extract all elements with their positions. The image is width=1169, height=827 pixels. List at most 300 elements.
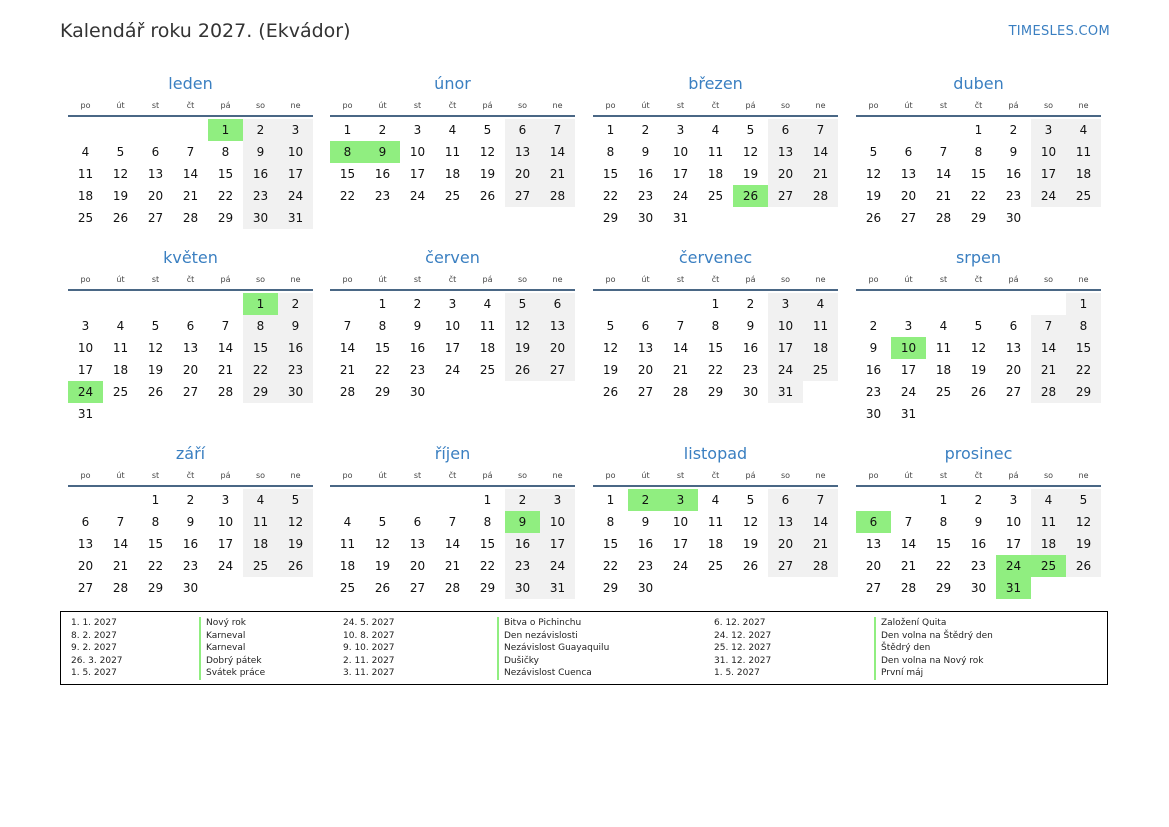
day-cell[interactable]: 6 <box>151 145 160 159</box>
day-cell[interactable]: 12 <box>112 167 129 181</box>
day-cell[interactable]: 11 <box>1066 141 1101 163</box>
day-cell[interactable]: 5 <box>606 319 615 333</box>
day-cell[interactable]: 8 <box>483 515 492 529</box>
day-cell[interactable]: 31 <box>278 207 313 229</box>
day-cell[interactable]: 16 <box>742 341 759 355</box>
day-cell[interactable]: 13 <box>865 537 882 551</box>
day-cell[interactable]: 12 <box>1066 511 1101 533</box>
day-cell[interactable]: 5 <box>378 515 387 529</box>
day-cell[interactable]: 30 <box>182 581 199 595</box>
day-cell[interactable]: 8 <box>939 515 948 529</box>
day-cell[interactable]: 4 <box>1031 489 1066 511</box>
day-cell[interactable]: 25 <box>935 385 952 399</box>
day-cell[interactable]: 7 <box>803 489 838 511</box>
day-cell[interactable]: 6 <box>641 319 650 333</box>
day-cell[interactable]: 1 <box>151 493 160 507</box>
day-cell[interactable]: 15 <box>935 537 952 551</box>
day-cell[interactable]: 21 <box>339 363 356 377</box>
day-cell[interactable]: 14 <box>112 537 129 551</box>
day-cell[interactable]: 26 <box>112 211 129 225</box>
day-cell[interactable]: 27 <box>182 385 199 399</box>
day-cell[interactable]: 28 <box>540 185 575 207</box>
day-cell[interactable]: 20 <box>147 189 164 203</box>
day-cell[interactable]: 17 <box>540 533 575 555</box>
day-cell[interactable]: 16 <box>505 533 540 555</box>
day-cell[interactable]: 30 <box>865 407 882 421</box>
day-cell[interactable]: 28 <box>182 211 199 225</box>
day-cell[interactable]: 7 <box>1031 315 1066 337</box>
day-cell[interactable]: 13 <box>540 315 575 337</box>
day-cell[interactable]: 29 <box>243 381 278 403</box>
day-cell[interactable]: 30 <box>505 577 540 599</box>
day-cell[interactable]: 20 <box>768 533 803 555</box>
day-cell[interactable]: 7 <box>904 515 913 529</box>
day-cell[interactable]: 22 <box>602 189 619 203</box>
day-cell[interactable]: 14 <box>935 167 952 181</box>
day-cell[interactable]: 11 <box>1031 511 1066 533</box>
day-cell[interactable]: 17 <box>77 363 94 377</box>
day-cell[interactable]: 1 <box>378 297 387 311</box>
day-cell[interactable]: 15 <box>479 537 496 551</box>
day-cell[interactable]: 8 <box>711 319 720 333</box>
day-cell[interactable]: 21 <box>803 163 838 185</box>
day-cell[interactable]: 8 <box>1066 315 1101 337</box>
day-cell[interactable]: 10 <box>768 315 803 337</box>
day-cell[interactable]: 17 <box>278 163 313 185</box>
day-cell[interactable]: 13 <box>409 537 426 551</box>
day-cell[interactable]: 10 <box>672 515 689 529</box>
day-cell[interactable]: 19 <box>742 537 759 551</box>
day-cell[interactable]: 27 <box>409 581 426 595</box>
day-cell[interactable]: 12 <box>602 341 619 355</box>
day-cell[interactable]: 1 <box>974 123 983 137</box>
day-cell[interactable]: 13 <box>768 141 803 163</box>
day-cell[interactable]: 24 <box>900 385 917 399</box>
day-cell[interactable]: 21 <box>803 533 838 555</box>
day-cell[interactable]: 16 <box>637 537 654 551</box>
holiday-day-cell[interactable]: 1 <box>208 119 243 141</box>
day-cell[interactable]: 16 <box>409 341 426 355</box>
day-cell[interactable]: 26 <box>970 385 987 399</box>
day-cell[interactable]: 25 <box>243 555 278 577</box>
day-cell[interactable]: 23 <box>278 359 313 381</box>
day-cell[interactable]: 12 <box>970 341 987 355</box>
day-cell[interactable]: 15 <box>147 537 164 551</box>
day-cell[interactable]: 5 <box>278 489 313 511</box>
day-cell[interactable]: 27 <box>147 211 164 225</box>
day-cell[interactable]: 3 <box>81 319 90 333</box>
day-cell[interactable]: 29 <box>374 385 391 399</box>
day-cell[interactable]: 16 <box>865 363 882 377</box>
day-cell[interactable]: 9 <box>1009 145 1018 159</box>
day-cell[interactable]: 28 <box>339 385 356 399</box>
day-cell[interactable]: 29 <box>602 211 619 225</box>
holiday-day-cell[interactable]: 25 <box>1031 555 1066 577</box>
day-cell[interactable]: 2 <box>413 297 422 311</box>
day-cell[interactable]: 30 <box>637 581 654 595</box>
day-cell[interactable]: 26 <box>147 385 164 399</box>
day-cell[interactable]: 30 <box>637 211 654 225</box>
day-cell[interactable]: 25 <box>339 581 356 595</box>
day-cell[interactable]: 9 <box>869 341 878 355</box>
day-cell[interactable]: 8 <box>378 319 387 333</box>
day-cell[interactable]: 24 <box>768 359 803 381</box>
day-cell[interactable]: 18 <box>444 167 461 181</box>
day-cell[interactable]: 18 <box>112 363 129 377</box>
day-cell[interactable]: 19 <box>374 559 391 573</box>
day-cell[interactable]: 14 <box>803 141 838 163</box>
day-cell[interactable]: 5 <box>746 493 755 507</box>
day-cell[interactable]: 5 <box>746 123 755 137</box>
holiday-day-cell[interactable]: 3 <box>663 489 698 511</box>
day-cell[interactable]: 21 <box>182 189 199 203</box>
holiday-day-cell[interactable]: 6 <box>856 511 891 533</box>
day-cell[interactable]: 16 <box>243 163 278 185</box>
day-cell[interactable]: 2 <box>869 319 878 333</box>
day-cell[interactable]: 21 <box>444 559 461 573</box>
day-cell[interactable]: 8 <box>151 515 160 529</box>
day-cell[interactable]: 20 <box>637 363 654 377</box>
day-cell[interactable]: 31 <box>77 407 94 421</box>
day-cell[interactable]: 26 <box>278 555 313 577</box>
day-cell[interactable]: 25 <box>112 385 129 399</box>
day-cell[interactable]: 29 <box>602 581 619 595</box>
day-cell[interactable]: 23 <box>970 559 987 573</box>
day-cell[interactable]: 23 <box>637 189 654 203</box>
holiday-day-cell[interactable]: 2 <box>628 489 663 511</box>
day-cell[interactable]: 7 <box>221 319 230 333</box>
day-cell[interactable]: 11 <box>77 167 94 181</box>
day-cell[interactable]: 25 <box>77 211 94 225</box>
day-cell[interactable]: 28 <box>803 555 838 577</box>
day-cell[interactable]: 15 <box>339 167 356 181</box>
day-cell[interactable]: 11 <box>339 537 356 551</box>
day-cell[interactable]: 7 <box>540 119 575 141</box>
day-cell[interactable]: 30 <box>970 581 987 595</box>
day-cell[interactable]: 3 <box>904 319 913 333</box>
day-cell[interactable]: 4 <box>116 319 125 333</box>
day-cell[interactable]: 19 <box>970 363 987 377</box>
day-cell[interactable]: 28 <box>1031 381 1066 403</box>
day-cell[interactable]: 10 <box>409 145 426 159</box>
day-cell[interactable]: 21 <box>112 559 129 573</box>
day-cell[interactable]: 22 <box>479 559 496 573</box>
holiday-day-cell[interactable]: 9 <box>505 511 540 533</box>
day-cell[interactable]: 11 <box>112 341 129 355</box>
day-cell[interactable]: 23 <box>1005 189 1022 203</box>
day-cell[interactable]: 27 <box>865 581 882 595</box>
day-cell[interactable]: 17 <box>768 337 803 359</box>
day-cell[interactable]: 16 <box>1005 167 1022 181</box>
day-cell[interactable]: 29 <box>1066 381 1101 403</box>
day-cell[interactable]: 23 <box>409 363 426 377</box>
day-cell[interactable]: 12 <box>374 537 391 551</box>
day-cell[interactable]: 28 <box>444 581 461 595</box>
day-cell[interactable]: 28 <box>672 385 689 399</box>
day-cell[interactable]: 13 <box>147 167 164 181</box>
day-cell[interactable]: 14 <box>217 341 234 355</box>
day-cell[interactable]: 19 <box>278 533 313 555</box>
day-cell[interactable]: 10 <box>77 341 94 355</box>
day-cell[interactable]: 11 <box>243 511 278 533</box>
day-cell[interactable]: 17 <box>444 341 461 355</box>
day-cell[interactable]: 11 <box>707 145 724 159</box>
day-cell[interactable]: 1 <box>606 123 615 137</box>
holiday-day-cell[interactable]: 10 <box>891 337 926 359</box>
day-cell[interactable]: 21 <box>935 189 952 203</box>
day-cell[interactable]: 27 <box>540 359 575 381</box>
day-cell[interactable]: 18 <box>707 167 724 181</box>
holiday-day-cell[interactable]: 1 <box>243 293 278 315</box>
day-cell[interactable]: 4 <box>81 145 90 159</box>
day-cell[interactable]: 5 <box>505 293 540 315</box>
day-cell[interactable]: 14 <box>672 341 689 355</box>
day-cell[interactable]: 23 <box>374 189 391 203</box>
day-cell[interactable]: 28 <box>900 581 917 595</box>
day-cell[interactable]: 7 <box>343 319 352 333</box>
day-cell[interactable]: 3 <box>540 489 575 511</box>
day-cell[interactable]: 28 <box>112 581 129 595</box>
day-cell[interactable]: 31 <box>768 381 803 403</box>
holiday-day-cell[interactable]: 26 <box>733 185 768 207</box>
day-cell[interactable]: 13 <box>1005 341 1022 355</box>
day-cell[interactable]: 31 <box>540 577 575 599</box>
day-cell[interactable]: 3 <box>278 119 313 141</box>
day-cell[interactable]: 18 <box>707 537 724 551</box>
day-cell[interactable]: 10 <box>1005 515 1022 529</box>
day-cell[interactable]: 4 <box>343 515 352 529</box>
day-cell[interactable]: 25 <box>803 359 838 381</box>
day-cell[interactable]: 1 <box>711 297 720 311</box>
day-cell[interactable]: 14 <box>803 511 838 533</box>
day-cell[interactable]: 17 <box>1005 537 1022 551</box>
day-cell[interactable]: 14 <box>444 537 461 551</box>
day-cell[interactable]: 29 <box>970 211 987 225</box>
day-cell[interactable]: 29 <box>935 581 952 595</box>
day-cell[interactable]: 17 <box>900 363 917 377</box>
day-cell[interactable]: 5 <box>1066 489 1101 511</box>
day-cell[interactable]: 1 <box>606 493 615 507</box>
day-cell[interactable]: 15 <box>707 341 724 355</box>
holiday-day-cell[interactable]: 8 <box>330 141 365 163</box>
day-cell[interactable]: 18 <box>1031 533 1066 555</box>
day-cell[interactable]: 20 <box>540 337 575 359</box>
day-cell[interactable]: 25 <box>479 363 496 377</box>
day-cell[interactable]: 22 <box>970 189 987 203</box>
day-cell[interactable]: 15 <box>970 167 987 181</box>
day-cell[interactable]: 7 <box>939 145 948 159</box>
day-cell[interactable]: 23 <box>742 363 759 377</box>
day-cell[interactable]: 16 <box>374 167 391 181</box>
day-cell[interactable]: 1 <box>939 493 948 507</box>
day-cell[interactable]: 6 <box>768 489 803 511</box>
day-cell[interactable]: 23 <box>243 185 278 207</box>
day-cell[interactable]: 6 <box>413 515 422 529</box>
day-cell[interactable]: 22 <box>602 559 619 573</box>
day-cell[interactable]: 5 <box>974 319 983 333</box>
day-cell[interactable]: 27 <box>768 185 803 207</box>
day-cell[interactable]: 22 <box>374 363 391 377</box>
day-cell[interactable]: 11 <box>935 341 952 355</box>
day-cell[interactable]: 27 <box>768 555 803 577</box>
day-cell[interactable]: 14 <box>900 537 917 551</box>
day-cell[interactable]: 3 <box>1031 119 1066 141</box>
day-cell[interactable]: 30 <box>742 385 759 399</box>
day-cell[interactable]: 27 <box>1005 385 1022 399</box>
day-cell[interactable]: 27 <box>505 185 540 207</box>
day-cell[interactable]: 19 <box>602 363 619 377</box>
day-cell[interactable]: 29 <box>479 581 496 595</box>
day-cell[interactable]: 15 <box>243 337 278 359</box>
day-cell[interactable]: 1 <box>343 123 352 137</box>
day-cell[interactable]: 19 <box>865 189 882 203</box>
day-cell[interactable]: 22 <box>217 189 234 203</box>
day-cell[interactable]: 24 <box>444 363 461 377</box>
day-cell[interactable]: 4 <box>1066 119 1101 141</box>
brand-link[interactable]: TIMESLES.COM <box>1008 24 1110 39</box>
day-cell[interactable]: 22 <box>147 559 164 573</box>
day-cell[interactable]: 27 <box>900 211 917 225</box>
day-cell[interactable]: 16 <box>182 537 199 551</box>
day-cell[interactable]: 25 <box>707 189 724 203</box>
day-cell[interactable]: 23 <box>637 559 654 573</box>
day-cell[interactable]: 9 <box>746 319 755 333</box>
day-cell[interactable]: 5 <box>151 319 160 333</box>
day-cell[interactable]: 28 <box>217 385 234 399</box>
day-cell[interactable]: 28 <box>935 211 952 225</box>
day-cell[interactable]: 19 <box>479 167 496 181</box>
day-cell[interactable]: 20 <box>865 559 882 573</box>
day-cell[interactable]: 24 <box>278 185 313 207</box>
day-cell[interactable]: 2 <box>278 293 313 315</box>
day-cell[interactable]: 20 <box>409 559 426 573</box>
day-cell[interactable]: 25 <box>444 189 461 203</box>
day-cell[interactable]: 20 <box>182 363 199 377</box>
day-cell[interactable]: 25 <box>707 559 724 573</box>
day-cell[interactable]: 24 <box>672 559 689 573</box>
day-cell[interactable]: 3 <box>1009 493 1018 507</box>
day-cell[interactable]: 16 <box>278 337 313 359</box>
day-cell[interactable]: 2 <box>746 297 755 311</box>
day-cell[interactable]: 8 <box>221 145 230 159</box>
day-cell[interactable]: 23 <box>505 555 540 577</box>
day-cell[interactable]: 4 <box>711 493 720 507</box>
day-cell[interactable]: 15 <box>1066 337 1101 359</box>
day-cell[interactable]: 26 <box>742 559 759 573</box>
day-cell[interactable]: 3 <box>676 123 685 137</box>
day-cell[interactable]: 20 <box>505 163 540 185</box>
holiday-day-cell[interactable]: 24 <box>996 555 1031 577</box>
day-cell[interactable]: 6 <box>186 319 195 333</box>
day-cell[interactable]: 15 <box>374 341 391 355</box>
day-cell[interactable]: 29 <box>707 385 724 399</box>
day-cell[interactable]: 17 <box>672 537 689 551</box>
day-cell[interactable]: 11 <box>479 319 496 333</box>
day-cell[interactable]: 31 <box>900 407 917 421</box>
day-cell[interactable]: 15 <box>602 537 619 551</box>
day-cell[interactable]: 5 <box>116 145 125 159</box>
day-cell[interactable]: 2 <box>641 123 650 137</box>
day-cell[interactable]: 13 <box>505 141 540 163</box>
day-cell[interactable]: 3 <box>413 123 422 137</box>
day-cell[interactable]: 10 <box>672 145 689 159</box>
day-cell[interactable]: 26 <box>374 581 391 595</box>
holiday-day-cell[interactable]: 9 <box>365 141 400 163</box>
day-cell[interactable]: 24 <box>409 189 426 203</box>
day-cell[interactable]: 9 <box>243 141 278 163</box>
day-cell[interactable]: 26 <box>1066 555 1101 577</box>
day-cell[interactable]: 29 <box>217 211 234 225</box>
day-cell[interactable]: 26 <box>479 189 496 203</box>
day-cell[interactable]: 21 <box>900 559 917 573</box>
day-cell[interactable]: 20 <box>1005 363 1022 377</box>
day-cell[interactable]: 26 <box>602 385 619 399</box>
day-cell[interactable]: 21 <box>217 363 234 377</box>
day-cell[interactable]: 3 <box>768 293 803 315</box>
day-cell[interactable]: 10 <box>278 141 313 163</box>
day-cell[interactable]: 16 <box>637 167 654 181</box>
day-cell[interactable]: 12 <box>742 145 759 159</box>
day-cell[interactable]: 31 <box>672 211 689 225</box>
day-cell[interactable]: 7 <box>116 515 125 529</box>
day-cell[interactable]: 12 <box>479 145 496 159</box>
day-cell[interactable]: 9 <box>641 145 650 159</box>
day-cell[interactable]: 29 <box>147 581 164 595</box>
day-cell[interactable]: 22 <box>1066 359 1101 381</box>
day-cell[interactable]: 23 <box>182 559 199 573</box>
day-cell[interactable]: 2 <box>505 489 540 511</box>
day-cell[interactable]: 18 <box>935 363 952 377</box>
day-cell[interactable]: 8 <box>606 515 615 529</box>
day-cell[interactable]: 9 <box>413 319 422 333</box>
day-cell[interactable]: 8 <box>974 145 983 159</box>
day-cell[interactable]: 4 <box>243 489 278 511</box>
day-cell[interactable]: 14 <box>540 141 575 163</box>
day-cell[interactable]: 18 <box>1066 163 1101 185</box>
day-cell[interactable]: 13 <box>900 167 917 181</box>
day-cell[interactable]: 28 <box>803 185 838 207</box>
day-cell[interactable]: 10 <box>444 319 461 333</box>
day-cell[interactable]: 6 <box>768 119 803 141</box>
day-cell[interactable]: 6 <box>904 145 913 159</box>
day-cell[interactable]: 13 <box>768 511 803 533</box>
day-cell[interactable]: 2 <box>243 119 278 141</box>
day-cell[interactable]: 21 <box>1031 359 1066 381</box>
day-cell[interactable]: 16 <box>970 537 987 551</box>
day-cell[interactable]: 5 <box>869 145 878 159</box>
day-cell[interactable]: 30 <box>1005 211 1022 225</box>
day-cell[interactable]: 12 <box>147 341 164 355</box>
day-cell[interactable]: 6 <box>1009 319 1018 333</box>
day-cell[interactable]: 9 <box>186 515 195 529</box>
day-cell[interactable]: 3 <box>448 297 457 311</box>
day-cell[interactable]: 7 <box>803 119 838 141</box>
day-cell[interactable]: 13 <box>77 537 94 551</box>
day-cell[interactable]: 9 <box>278 315 313 337</box>
day-cell[interactable]: 10 <box>540 511 575 533</box>
day-cell[interactable]: 3 <box>221 493 230 507</box>
day-cell[interactable]: 9 <box>974 515 983 529</box>
day-cell[interactable]: 24 <box>672 189 689 203</box>
day-cell[interactable]: 2 <box>186 493 195 507</box>
day-cell[interactable]: 18 <box>77 189 94 203</box>
day-cell[interactable]: 9 <box>641 515 650 529</box>
day-cell[interactable]: 22 <box>243 359 278 381</box>
holiday-day-cell[interactable]: 31 <box>996 577 1031 599</box>
day-cell[interactable]: 30 <box>409 385 426 399</box>
day-cell[interactable]: 12 <box>865 167 882 181</box>
day-cell[interactable]: 26 <box>865 211 882 225</box>
